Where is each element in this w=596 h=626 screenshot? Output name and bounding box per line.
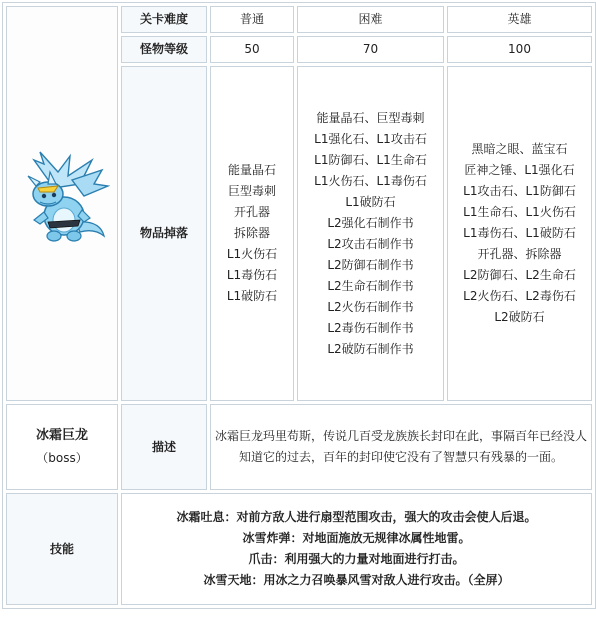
monster-level-hero: 100 — [447, 36, 592, 63]
drop-item: L1毒伤石、L1破防石 — [463, 226, 576, 240]
drops-hard — [297, 66, 444, 401]
drops-hero — [447, 66, 592, 401]
skill-name: 爪击： — [248, 552, 285, 566]
drop-item: 能量晶石、巨型毒刺 — [316, 110, 425, 125]
drop-item: 能量晶石 — [227, 163, 276, 177]
drop-item: L2破防石制作书 — [327, 341, 414, 356]
difficulty-normal: 普通 — [210, 6, 294, 33]
skill-item — [122, 570, 591, 591]
drop-item: L2火伤石、L2毒伤石 — [463, 289, 576, 303]
drop-item: L2生命石制作书 — [327, 278, 414, 293]
drop-item: 匠神之锤、L1强化石 — [464, 163, 575, 177]
drop-item: L2攻击石制作书 — [327, 236, 414, 251]
drop-item: L1破防石 — [226, 289, 278, 303]
drops-label: 物品掉落 — [121, 66, 207, 401]
skill-item — [122, 528, 591, 549]
skill-name: 冰雪炸弹： — [242, 531, 303, 545]
boss-tag: （boss） — [36, 451, 88, 465]
drop-item: L2破防石 — [494, 310, 545, 324]
skills-label: 技能 — [6, 493, 118, 605]
dragon-image-cell — [6, 6, 118, 401]
drop-item: L1破防石 — [345, 194, 396, 209]
drop-item: L2强化石制作书 — [327, 215, 414, 230]
skill-name: 冰雪天地： — [203, 573, 264, 587]
boss-info-table — [2, 2, 596, 609]
skill-item — [122, 507, 591, 528]
drop-item: L1攻击石、L1防御石 — [463, 184, 576, 198]
skill-item — [122, 549, 591, 570]
skills-list — [121, 493, 592, 605]
ice-dragon-icon — [14, 150, 110, 250]
skill-text: 用冰之力召唤暴风雪对敌人进行攻击。（全屏） — [263, 573, 510, 587]
skill-text: 对地面施放无规律冰属性地雷。 — [302, 531, 471, 545]
drop-item: L1毒伤石 — [226, 268, 278, 282]
difficulty-hero: 英雄 — [447, 6, 592, 33]
difficulty-hard: 困难 — [297, 6, 444, 33]
drop-item: L1强化石、L1攻击石 — [314, 131, 427, 146]
skill-text: 利用强大的力量对地面进行打击。 — [284, 552, 465, 566]
drop-item: 开孔器、拆除器 — [477, 247, 562, 261]
drop-item: L2毒伤石制作书 — [327, 320, 414, 335]
drop-item: L1火伤石、L1毒伤石 — [314, 173, 427, 188]
drop-item: 黑暗之眼、蓝宝石 — [471, 142, 568, 156]
monster-level-label: 怪物等级 — [121, 36, 207, 63]
skill-text: 对前方敌人进行扇型范围攻击，强大的攻击会使人后退。 — [236, 510, 537, 524]
drop-item: L2火伤石制作书 — [327, 299, 414, 314]
drop-item: 开孔器 — [233, 205, 270, 219]
drop-item: L1生命石、L1火伤石 — [463, 205, 576, 219]
drop-item: 巨型毒刺 — [227, 184, 276, 198]
monster-level-normal: 50 — [210, 36, 294, 63]
description-label: 描述 — [121, 404, 207, 490]
drops-normal — [210, 66, 294, 401]
drop-item: L1火伤石 — [226, 247, 278, 261]
difficulty-label: 关卡难度 — [121, 6, 207, 33]
drop-item: L2防御石制作书 — [327, 257, 414, 272]
description-text: 冰霜巨龙玛里苟斯，传说几百受龙族族长封印在此，事隔百年已经没人知道它的过去，百年的封印使它没有了智慧只有残暴的一面。 — [210, 404, 592, 490]
drop-item: L1防御石、L1生命石 — [314, 152, 427, 167]
boss-name: 冰霜巨龙 — [35, 428, 88, 443]
drop-item: 拆除器 — [233, 226, 270, 240]
drop-item: L2防御石、L2生命石 — [463, 268, 576, 282]
monster-level-hard: 70 — [297, 36, 444, 63]
skill-name: 冰霜吐息： — [176, 510, 237, 524]
boss-name-cell — [6, 404, 118, 490]
